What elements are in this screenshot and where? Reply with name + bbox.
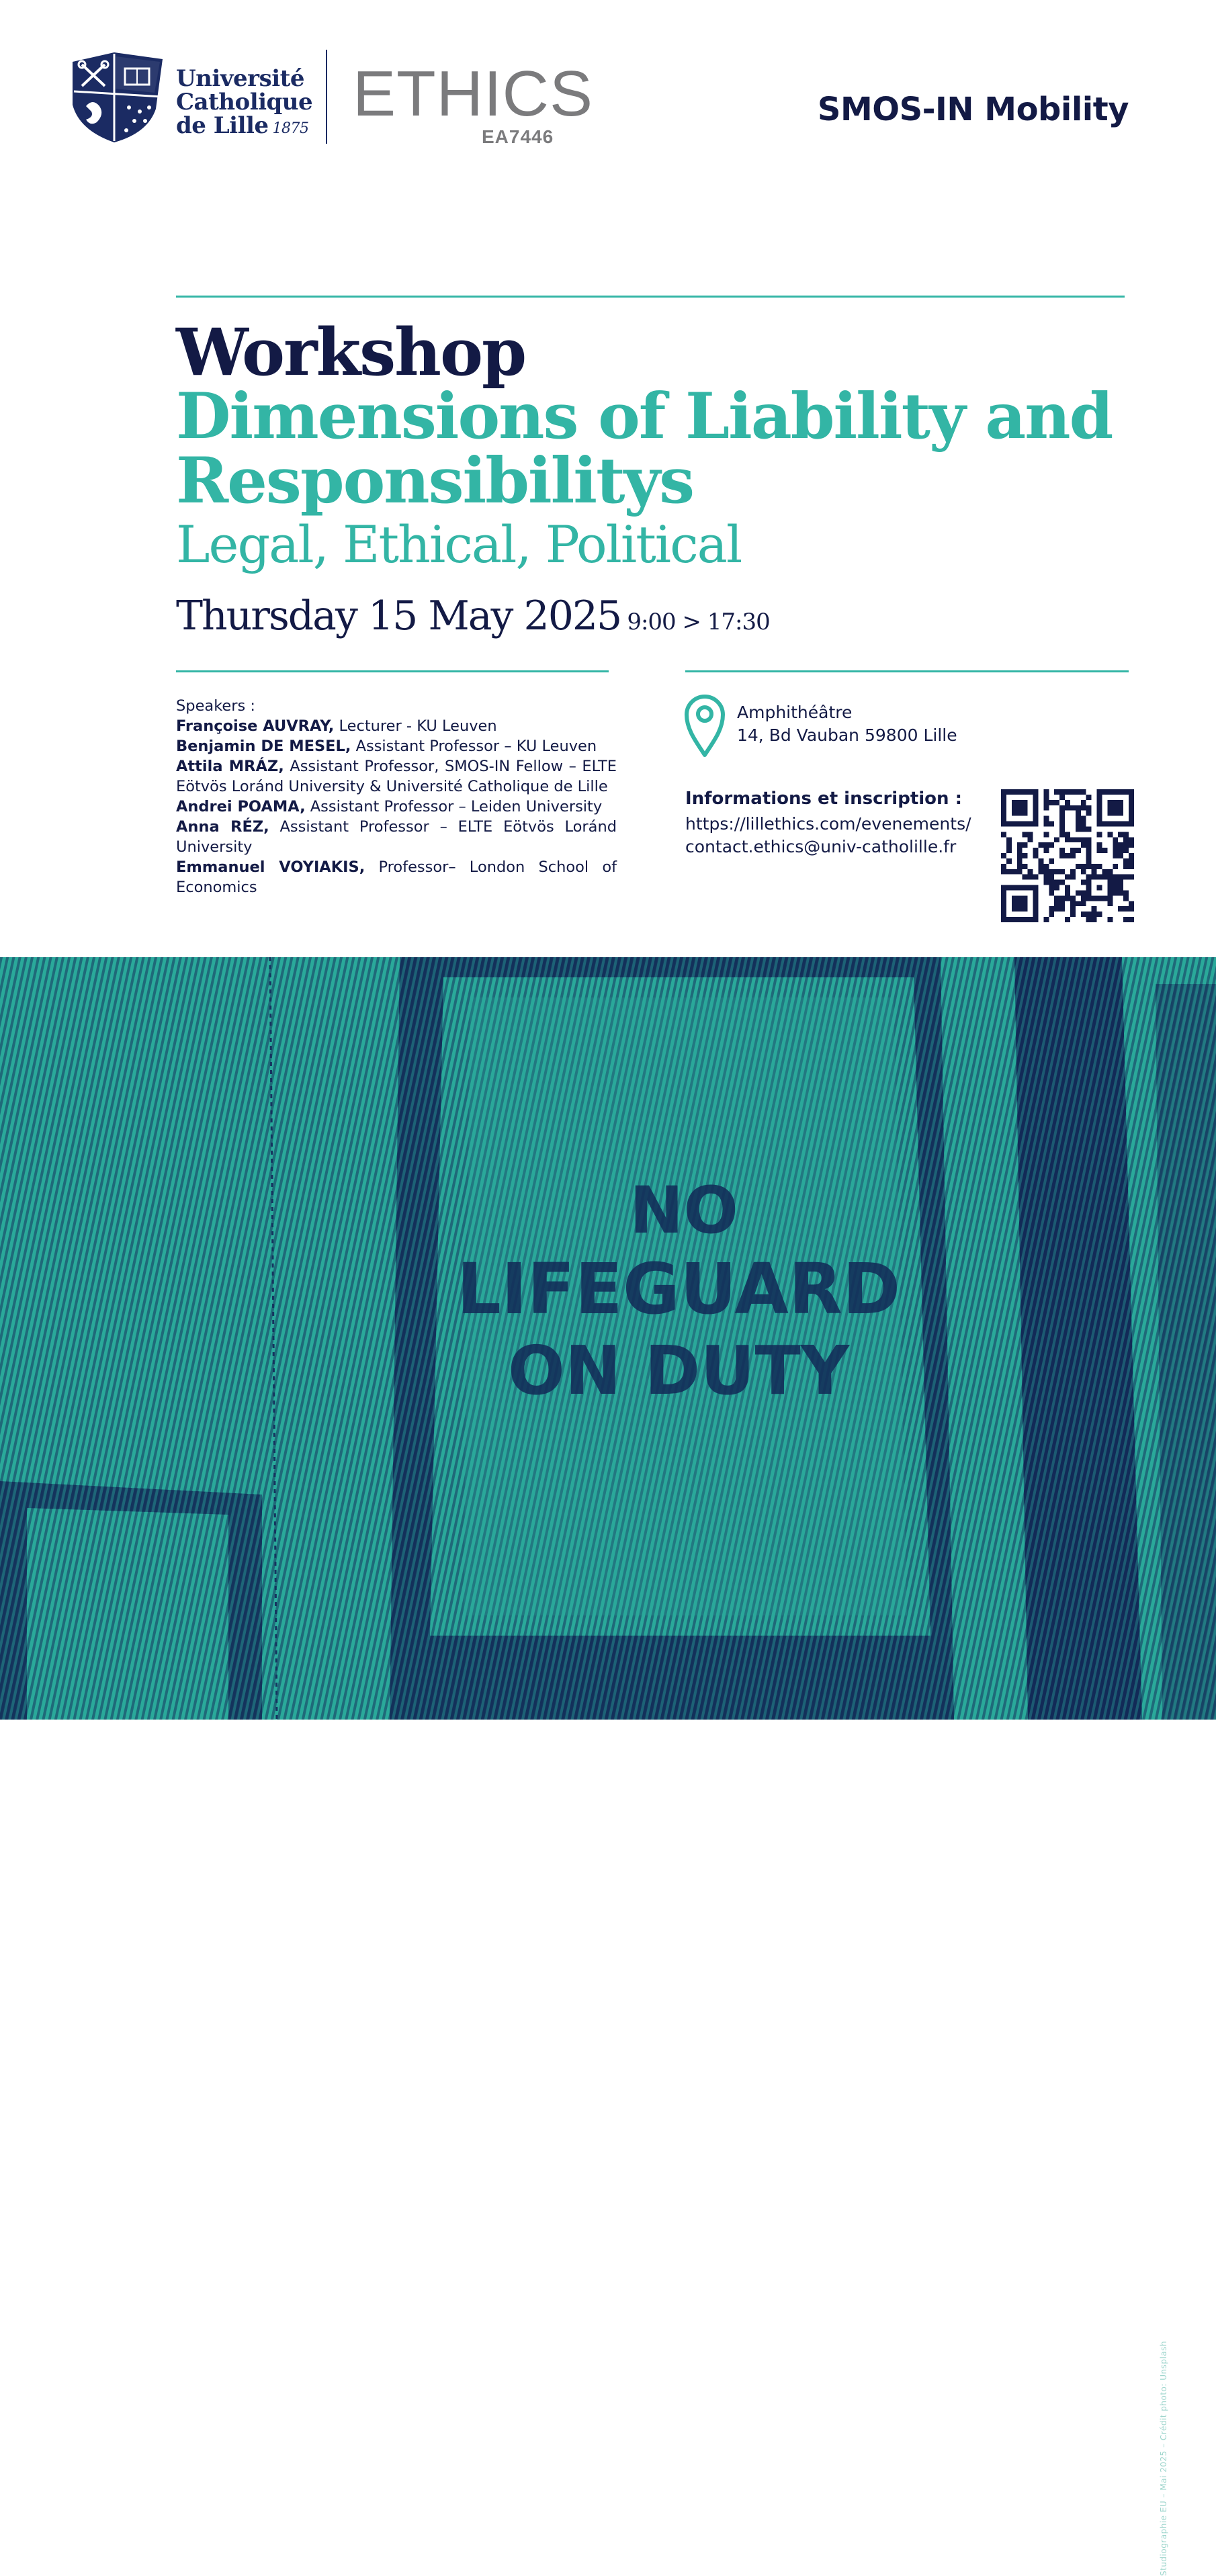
venue-address — [737, 701, 957, 747]
speaker-role: Professor– London School of Economics — [176, 858, 617, 896]
top-divider — [176, 296, 1125, 298]
speaker-role: Lecturer - KU Leuven — [334, 717, 497, 735]
speaker-name: Anna RÉZ, — [176, 818, 269, 836]
sign-text-line3: ON DUTY — [507, 1331, 850, 1410]
lifeguard-sign-photo — [0, 957, 1216, 1720]
university-name-line2: Catholique — [176, 89, 313, 116]
speaker-item — [176, 716, 617, 736]
ethics-logo-text: ETHICS — [353, 58, 594, 130]
event-subtitle: Legal, Ethical, Political — [176, 515, 742, 574]
info-url-link[interactable]: https://lillethics.com/evenements/ — [685, 814, 971, 834]
info-heading: Informations et inscription : — [685, 789, 962, 809]
speaker-name: Emmanuel VOYIAKIS, — [176, 858, 365, 876]
sign-text-line1: NO — [629, 1173, 738, 1248]
speaker-role: Assistant Professor, SMOS-IN Fellow – ELTE Eötvös Loránd University & Université Catholique de Lille — [176, 758, 617, 795]
speaker-role: Assistant Professor – Leiden University — [305, 798, 603, 815]
venue-street: 14, Bd Vauban 59800 Lille — [737, 725, 957, 745]
speaker-item — [176, 736, 617, 756]
speaker-role: Assistant Professor – KU Leuven — [351, 738, 597, 755]
event-time: 9:00 > 17:30 — [627, 609, 770, 635]
program-title: SMOS-IN Mobility — [817, 91, 1129, 128]
venue-divider — [685, 670, 1129, 672]
hero-photo — [0, 957, 1216, 2576]
event-title-line2: Responsibilitys — [176, 444, 694, 518]
speaker-role: Assistant Professor – ELTE Eötvös Loránd University — [176, 818, 617, 856]
speakers-divider — [176, 670, 609, 672]
event-title-line1: Dimensions of Liability and — [176, 380, 1113, 453]
speaker-item — [176, 756, 617, 797]
university-shield-logo — [67, 50, 168, 145]
venue-name: Amphithéâtre — [737, 703, 853, 722]
speaker-item — [176, 857, 617, 897]
header-divider — [326, 50, 327, 144]
qr-code-icon[interactable] — [1001, 789, 1134, 922]
university-name-line3-text: de Lille — [176, 112, 269, 139]
speakers-heading: Speakers : — [176, 697, 255, 715]
info-email-link[interactable]: contact.ethics@univ-catholille.fr — [685, 837, 957, 856]
speakers-list — [176, 696, 617, 897]
event-date-line — [176, 592, 770, 639]
speaker-item — [176, 817, 617, 857]
map-pin-icon — [683, 691, 727, 758]
university-name-line3 — [176, 114, 312, 140]
photo-credit: Studiographie EU – Mai 2025 – Crédit photo: Unsplash — [1159, 2340, 1168, 2576]
university-year: 1875 — [272, 120, 309, 137]
header — [0, 0, 1216, 175]
speaker-name: Françoise AUVRAY, — [176, 717, 335, 735]
event-date: Thursday 15 May 2025 — [176, 592, 621, 639]
event-type: Workshop — [176, 314, 526, 390]
speaker-item — [176, 797, 617, 817]
university-name — [176, 67, 312, 140]
university-name-line1: Université — [176, 65, 304, 92]
ethics-code: EA7446 — [482, 126, 554, 147]
speaker-name: Attila MRÁZ, — [176, 758, 284, 775]
sign-text-line2: LIFEGUARD — [456, 1248, 901, 1330]
speaker-name: Andrei POAMA, — [176, 798, 306, 815]
speaker-name: Benjamin DE MESEL, — [176, 738, 351, 755]
